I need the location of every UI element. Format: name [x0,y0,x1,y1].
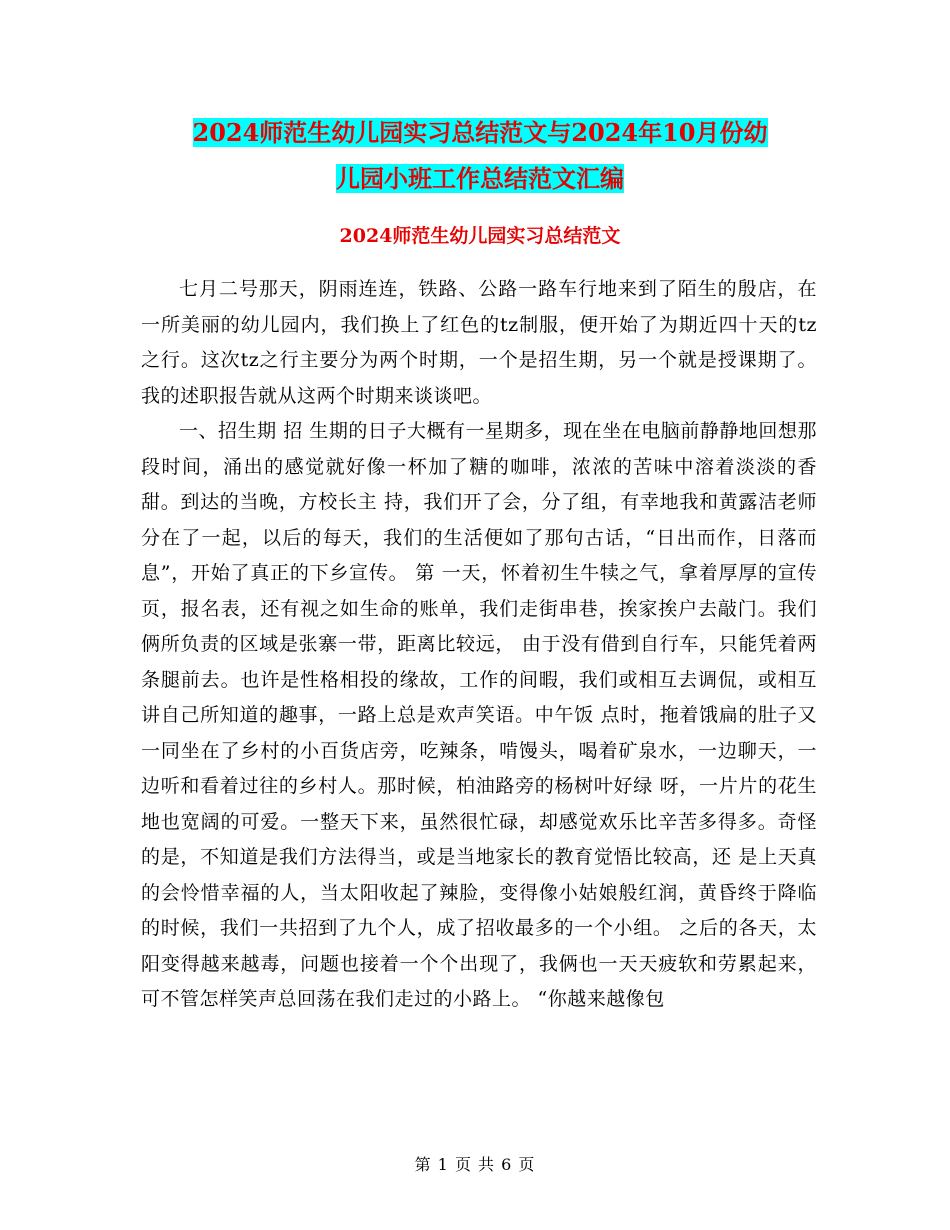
document-title [140,110,820,202]
paragraph-1: 七月二号那天，阴雨连连，铁路、公路一路车行地来到了陌生的殷店，在一所美丽的幼儿园内，我们换上了红色的tz制服，便开始了为期近四十天的tz之行。这次tz之行主要分为两个时期，一个是招生期，另一个就是授课期了。我的述职报告就从这两个时期来谈谈吧。 [141,278,817,407]
section-title: 2024师范生幼儿园实习总结范文 [339,225,621,247]
paragraph-2: 一、招生期 招 生期的日子大概有一星期多，现在坐在电脑前静静地回想那段时间，涌出的感觉就好像一杯加了糖的咖啡，浓浓的苦味中溶着淡淡的香甜。到达的当晚，方校长主 持，我们开了会，分了组，有幸地我和黄露洁老师分在了一起，以后的每天，我们的生活便如了那句古话，“日出而作，日落而息”，开始了真正的下乡宣传。 第 一天，怀着初生牛犊之气，拿着厚厚的宣传页，报名表，还有视之如生命的账单，我们走街串巷，挨家挨户去敲门。我们俩所负责的区域是张寨一带，距离比较远， 由于没有借到自行车，只能凭着两条腿前去。也许是性格相投的缘故，工作的间暇，我们或相互去调侃，或相互讲自己所知道的趣事，一路上总是欢声笑语。中午饭 点时，拖着饿扁的肚子又一同坐在了乡村的小百货店旁，吃辣条，啃馒头，喝着矿泉水，一边聊天，一边听和看着过往的乡村人。那时候，柏油路旁的杨树叶好绿 呀，一片片的花生地也宽阔的可爱。一整天下来，虽然很忙碌，却感觉欢乐比辛苦多得多。奇怪的是，不知道是我们方法得当，或是当地家长的教育觉悟比较高，还 是上天真的会怜惜幸福的人，当太阳收起了辣脸，变得像小姑娘般红润，黄昏终于降临的时候，我们一共招到了九个人，成了招收最多的一个小组。 之后的各天，太阳变得越来越毒，问题也接着一个个出现了，我俩也一天天疲软和劳累起来，可不管怎样笑声总回荡在我们走过的小路上。 “你越来越像包 [141,420,817,1010]
page-number-footer: 第 1 页 共 6 页 [414,1155,536,1174]
title-line-2: 儿园小班工作总结范文汇编 [336,164,624,193]
title-line-1: 2024师范生幼儿园实习总结范文与2024年10月份幼 [192,118,768,147]
body-text [141,272,817,1018]
